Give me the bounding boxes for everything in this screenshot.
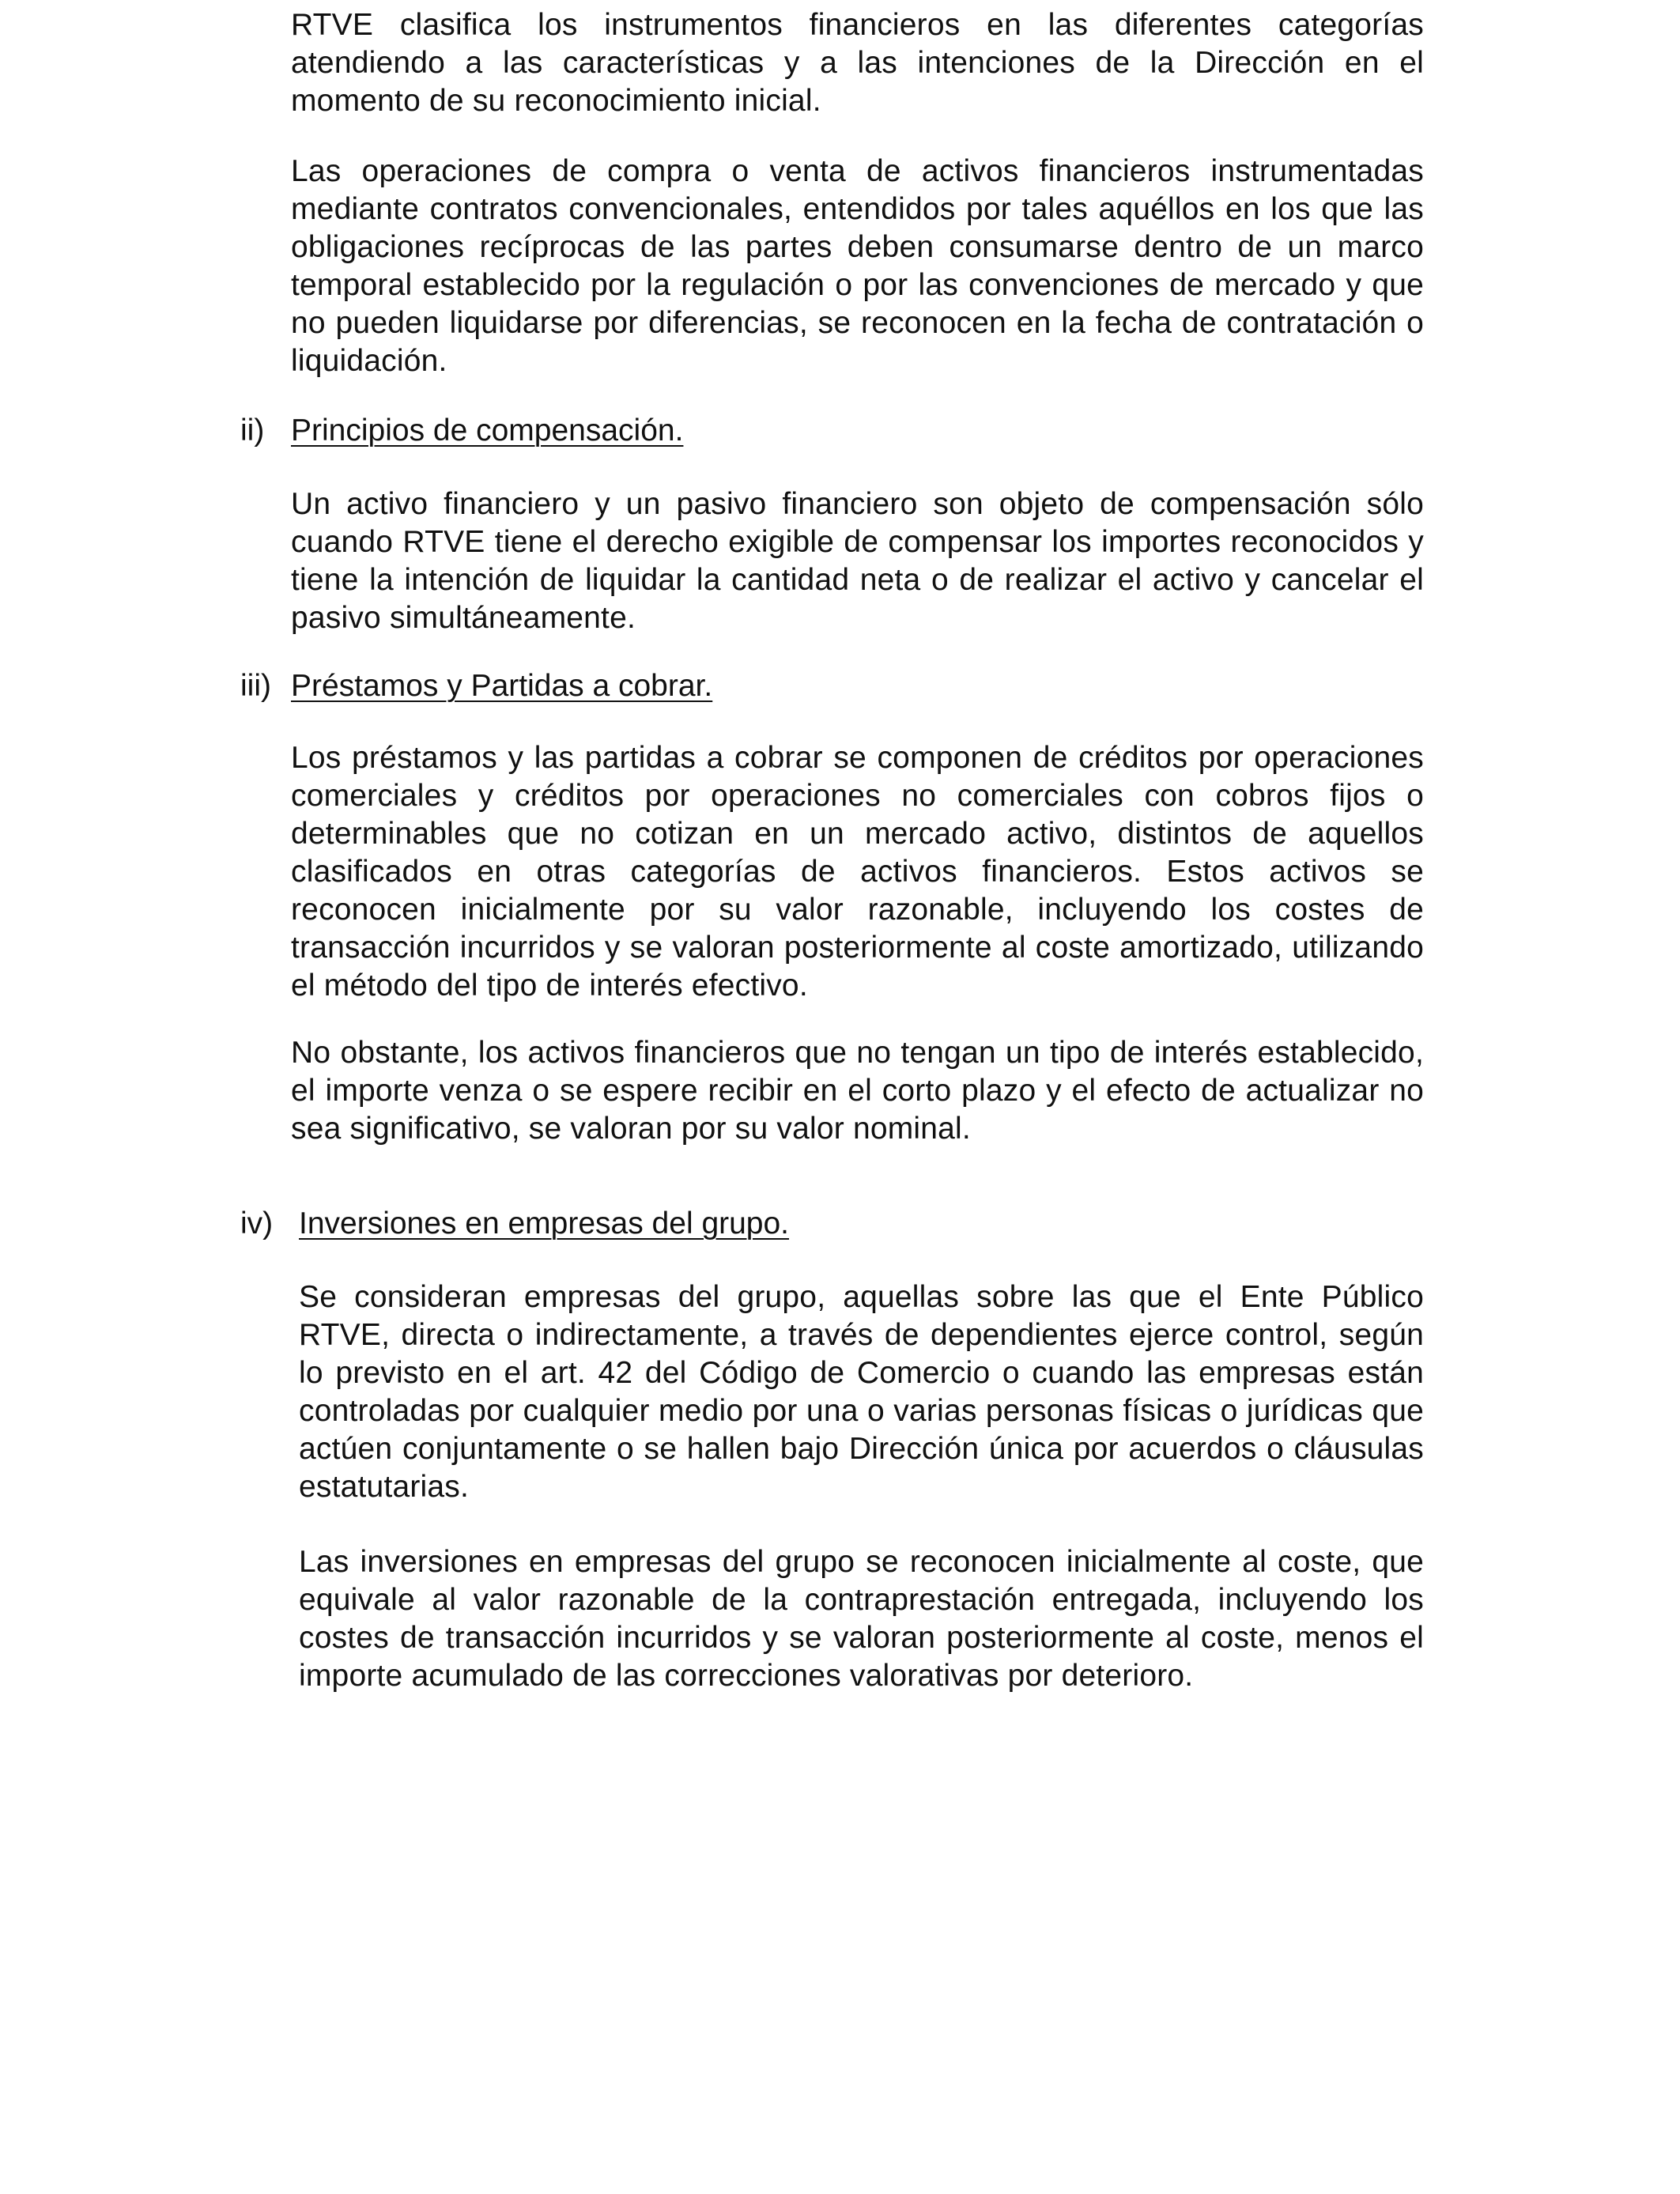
section-number-iv: iv)	[240, 1207, 274, 1240]
section-title-inversiones: Inversiones en empresas del grupo.	[299, 1207, 790, 1240]
section-title-compensacion: Principios de compensación.	[291, 413, 684, 447]
section-number-ii: ii)	[240, 413, 265, 447]
paragraph-no-obstante: No obstante, los activos financieros que no tengan un tipo de interés establecido, el importe venza o se espere recibir en el corto plazo y el efecto de actualizar no sea significativo, se valoran por su valor nominal.	[291, 1036, 1424, 1146]
paragraph-empresas-grupo: Se consideran empresas del grupo, aquellas sobre las que el Ente Público RTVE, directa o indirectamente, a través de dependientes ejerce control, según lo previsto en el art. 42 del Código de Comercio o cuando las empresas están controladas por cualquier medio por una o varias personas físicas o jurídicas que actúen conjuntamente o se hallen bajo Dirección única por acuerdos o cláusulas estatutarias.	[299, 1280, 1424, 1504]
paragraph-operations: Las operaciones de compra o venta de activos financieros instrumentadas mediante contratos convencionales, entendidos por tales aquéllos en los que las obligaciones recíprocas de las partes deben consumarse dentro de un marco temporal establecido por la regulación o por las convenciones de mercado y que no pueden liquidarse por diferencias, se reconocen en la fecha de contratación o liquidación.	[291, 154, 1424, 378]
paragraph-classification: RTVE clasifica los instrumentos financieros en las diferentes categorías atendiendo a las características y a las intenciones de la Dirección en el momento de su reconocimiento inicial.	[291, 8, 1424, 118]
paragraph-prestamos: Los préstamos y las partidas a cobrar se componen de créditos por operaciones comerciales y créditos por operaciones no comerciales con cobros fijos o determinables que no cotizan en un mercado activo, distintos de aquellos clasificados en otras categorías de activos financieros. Estos activos se reconocen inicialmente por su valor razonable, incluyendo los costes de transacción incurridos y se valoran posteriormente al coste amortizado, utilizando el método del tipo de interés efectivo.	[291, 741, 1424, 1003]
paragraph-compensacion: Un activo financiero y un pasivo financiero son objeto de compensación sólo cuando RTVE tiene el derecho exigible de compensar los importes reconocidos y tiene la intención de liquidar la cantidad neta o de realizar el activo y cancelar el pasivo simultáneamente.	[291, 487, 1424, 635]
paragraph-inversiones-coste: Las inversiones en empresas del grupo se reconocen inicialmente al coste, que equivale al valor razonable de la contraprestación entregada, incluyendo los costes de transacción incurridos y se valoran posteriormente al coste, menos el importe acumulado de las correcciones valorativas por deterioro.	[299, 1545, 1424, 1693]
section-title-prestamos: Préstamos y Partidas a cobrar.	[291, 669, 713, 703]
section-number-iii: iii)	[240, 669, 271, 703]
